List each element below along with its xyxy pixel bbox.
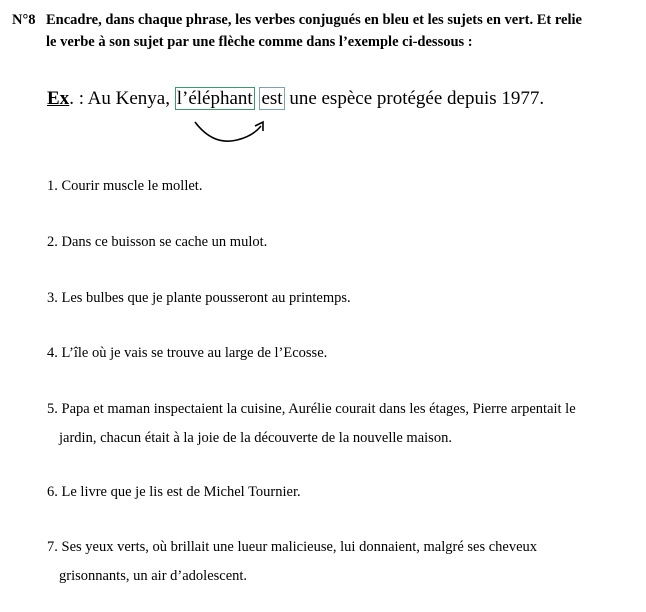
sentence-text-continued: jardin, chacun était à la joie de la découverte de la nouvelle maison. bbox=[59, 430, 452, 446]
example-rest: une espèce protégée depuis 1977. bbox=[284, 88, 545, 109]
exercise-instruction bbox=[12, 9, 637, 53]
sentence-4 bbox=[47, 339, 637, 368]
sentence-text-continued: grisonnants, un air d’adolescent. bbox=[59, 568, 248, 584]
sentence-7 bbox=[47, 533, 637, 591]
example-intro: . : Au Kenya, bbox=[69, 88, 175, 109]
sentence-text: 6. Le livre que je lis est de Michel Tournier. bbox=[47, 484, 301, 500]
sentence-text: 5. Papa et maman inspectaient la cuisine, Aurélie courait dans les étages, Pierre arpentait le bbox=[47, 401, 576, 417]
sentence-5 bbox=[47, 395, 637, 453]
exercise-number: N°8 bbox=[12, 12, 36, 28]
sentence-1 bbox=[47, 172, 637, 201]
example-subject-box: l’éléphant bbox=[176, 88, 253, 109]
instruction-line-1: Encadre, dans chaque phrase, les verbes conjugués en bleu et les sujets en vert. Et relie bbox=[46, 12, 582, 28]
example-label: Ex bbox=[47, 88, 70, 109]
sentence-text: 1. Courir muscle le mollet. bbox=[47, 178, 203, 194]
sentence-6 bbox=[47, 478, 637, 507]
sentence-2 bbox=[47, 228, 637, 257]
sentence-text: 2. Dans ce buisson se cache un mulot. bbox=[47, 234, 268, 250]
sentence-text: 4. L’île où je vais se trouve au large de l’Ecosse. bbox=[47, 345, 328, 361]
instruction-line-2: le verbe à son sujet par une flèche comme dans l’exemple ci-dessous : bbox=[46, 34, 473, 50]
example-verb-box: est bbox=[261, 88, 283, 109]
sentence-text: 7. Ses yeux verts, où brillait une lueur malicieuse, lui donnaient, malgré ses cheveux bbox=[47, 539, 538, 555]
example-arrow-icon bbox=[185, 112, 275, 148]
sentence-3 bbox=[47, 284, 637, 313]
sentence-text: 3. Les bulbes que je plante pousseront au printemps. bbox=[47, 290, 351, 306]
example-sentence bbox=[47, 88, 544, 110]
